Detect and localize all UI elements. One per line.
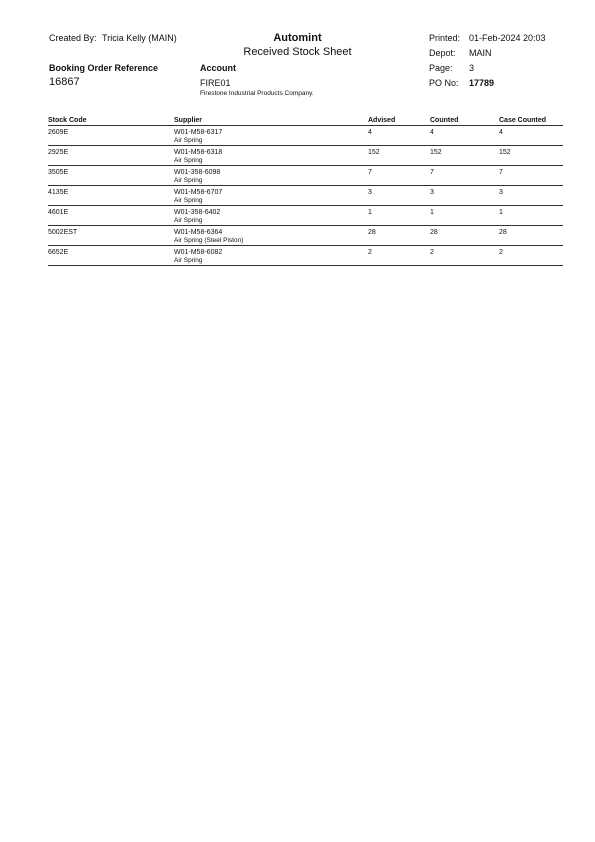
item-description: Air Spring [174, 197, 203, 204]
supplier-code: W01-358-6098 [174, 169, 221, 176]
account-name: Firestone Industrial Products Company. [200, 90, 314, 97]
col-case-counted: Case Counted [499, 114, 563, 126]
item-description: Air Spring [174, 217, 203, 224]
supplier-cell [174, 226, 368, 246]
advised-qty: 28 [368, 226, 430, 246]
advised-qty: 4 [368, 126, 430, 146]
stock-code: 5002EST [48, 226, 174, 246]
item-description: Air Spring [174, 257, 203, 264]
col-counted: Counted [430, 114, 499, 126]
supplier-code: W01-M58-6318 [174, 149, 223, 156]
advised-qty: 152 [368, 146, 430, 166]
stock-table [48, 114, 563, 266]
table-row [48, 146, 563, 166]
col-advised: Advised [368, 114, 430, 126]
created-by-label: Created By: [49, 33, 97, 43]
counted-qty: 2 [430, 246, 499, 266]
table-row [48, 246, 563, 266]
depot-value: MAIN [469, 48, 492, 58]
booking-value: 16867 [49, 76, 80, 88]
supplier-code: W01-M58-6082 [174, 249, 223, 256]
counted-qty: 28 [430, 226, 499, 246]
case-counted-qty: 3 [499, 186, 563, 206]
advised-qty: 2 [368, 246, 430, 266]
supplier-cell [174, 126, 368, 146]
company-name: Automint [273, 32, 322, 44]
account-label: Account [200, 63, 236, 73]
table-row [48, 186, 563, 206]
stock-code: 4135E [48, 186, 174, 206]
page-value: 3 [469, 63, 475, 73]
table-row [48, 166, 563, 186]
counted-qty: 7 [430, 166, 499, 186]
counted-qty: 152 [430, 146, 499, 166]
supplier-code: W01-M58-6364 [174, 229, 223, 236]
supplier-cell [174, 246, 368, 266]
col-stock-code: Stock Code [48, 114, 174, 126]
table-row [48, 126, 563, 146]
table-row [48, 206, 563, 226]
supplier-code: W01-358-6402 [174, 209, 221, 216]
stock-code: 4601E [48, 206, 174, 226]
stock-code: 2925E [48, 146, 174, 166]
case-counted-qty: 1 [499, 206, 563, 226]
account-value: FIRE01 [200, 78, 231, 88]
stock-code: 6652E [48, 246, 174, 266]
table-header-row [48, 114, 563, 126]
case-counted-qty: 152 [499, 146, 563, 166]
sheet-title: Received Stock Sheet [243, 46, 352, 58]
supplier-cell [174, 166, 368, 186]
item-description: Air Spring [174, 177, 203, 184]
item-description: Air Spring [174, 137, 203, 144]
counted-qty: 3 [430, 186, 499, 206]
case-counted-qty: 7 [499, 166, 563, 186]
booking-label: Booking Order Reference [49, 63, 159, 73]
supplier-cell [174, 186, 368, 206]
item-description: Air Spring [174, 157, 203, 164]
counted-qty: 4 [430, 126, 499, 146]
supplier-cell [174, 206, 368, 226]
supplier-code: W01-M58-6317 [174, 129, 223, 136]
stock-code: 3505E [48, 166, 174, 186]
advised-qty: 1 [368, 206, 430, 226]
col-supplier: Supplier [174, 114, 368, 126]
case-counted-qty: 2 [499, 246, 563, 266]
supplier-code: W01-M58-6707 [174, 189, 223, 196]
table-row [48, 226, 563, 246]
printed-label: Printed: [429, 33, 461, 43]
printed-value: 01-Feb-2024 20:03 [469, 33, 546, 43]
advised-qty: 3 [368, 186, 430, 206]
created-by-value: Tricia Kelly (MAIN) [102, 33, 177, 43]
item-description: Air Spring (Steel Piston) [174, 237, 244, 244]
page-label: Page: [429, 63, 453, 73]
po-label: PO No: [429, 78, 459, 88]
case-counted-qty: 28 [499, 226, 563, 246]
case-counted-qty: 4 [499, 126, 563, 146]
counted-qty: 1 [430, 206, 499, 226]
supplier-cell [174, 146, 368, 166]
stock-code: 2609E [48, 126, 174, 146]
po-value: 17789 [469, 78, 495, 88]
advised-qty: 7 [368, 166, 430, 186]
depot-label: Depot: [429, 48, 456, 58]
